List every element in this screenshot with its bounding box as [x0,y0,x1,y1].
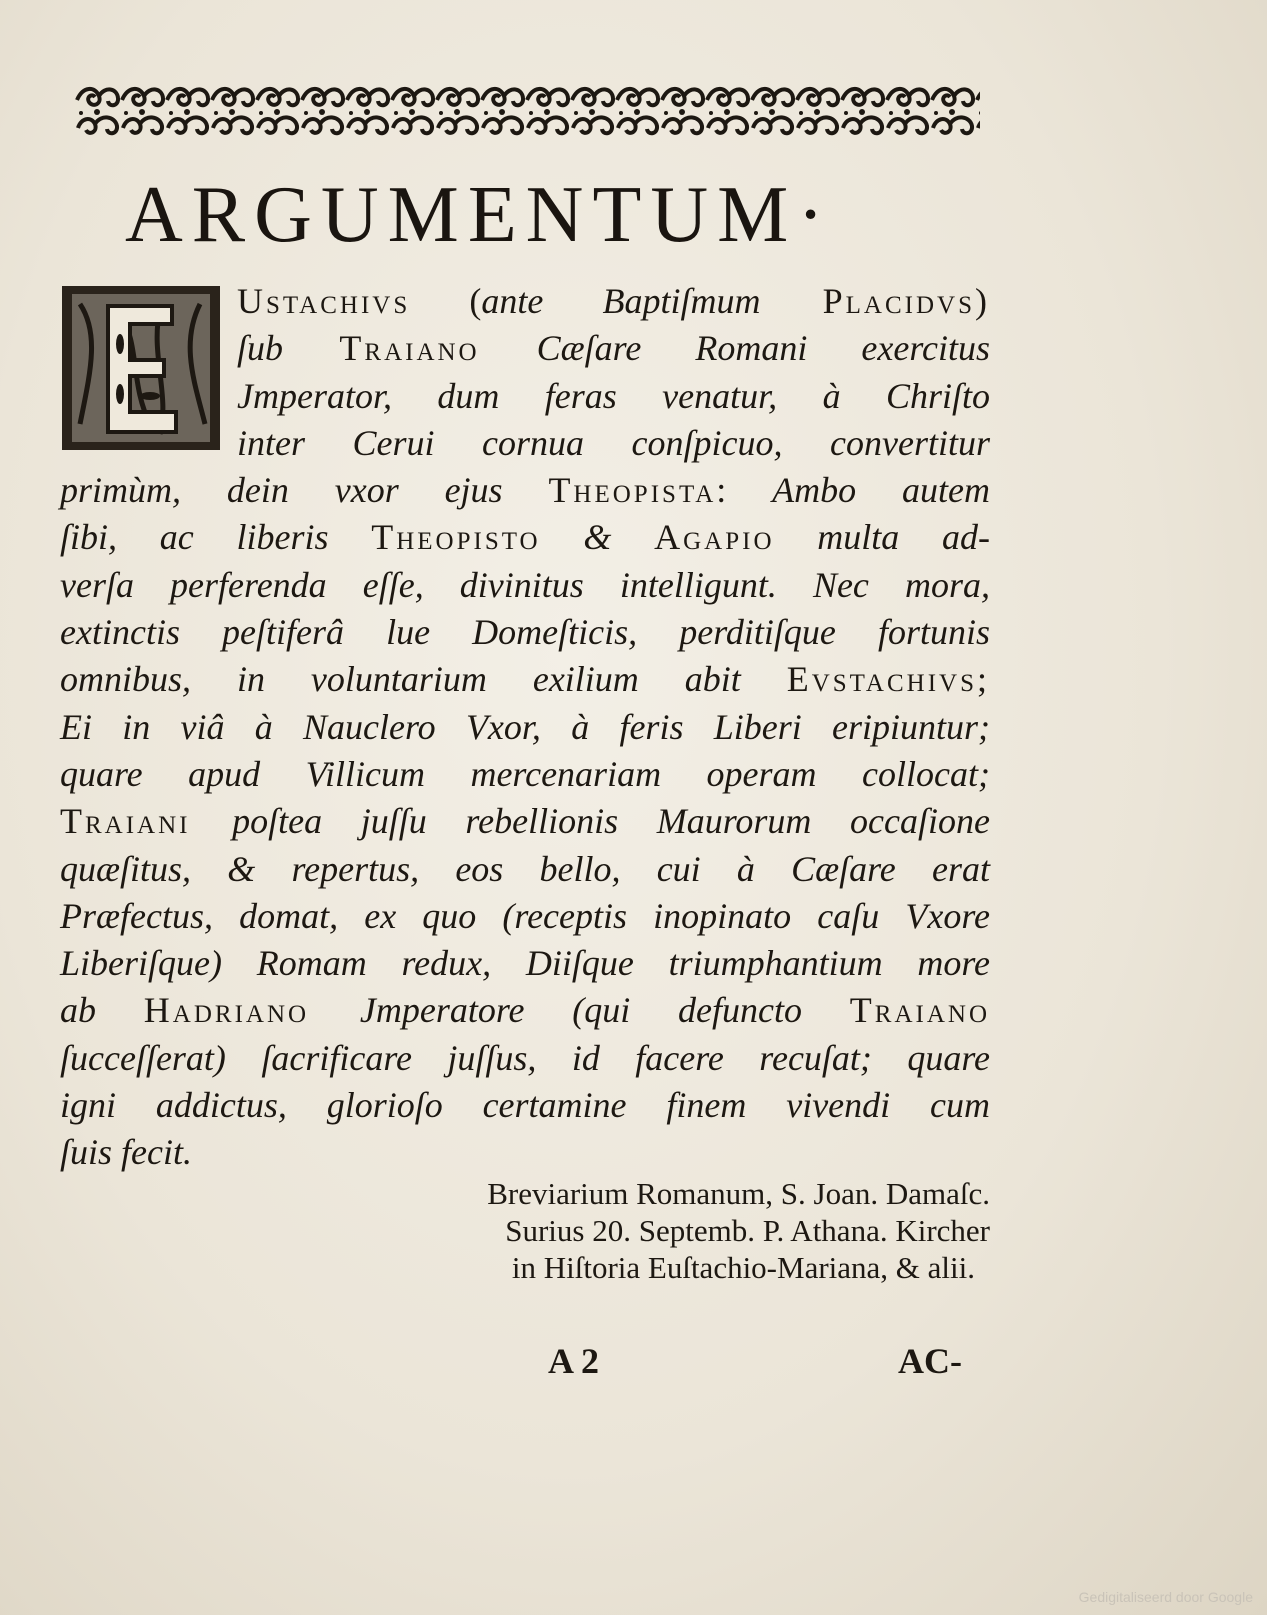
text-segment: Jmperator, dum feras venatur, à Chriſto [237,375,990,416]
text-segment: ante Baptiſmum [481,281,761,321]
text-segment: Traiano [283,328,537,369]
text-segment: Hadriano [143,990,360,1031]
text-segment: igni addictus, glorioſo certamine finem vivendi cum [60,1085,990,1126]
text-segment: primùm, dein vxor ejus [60,470,549,511]
catchword: AC- [898,1341,962,1381]
text-line [60,656,990,703]
citation-line: Surius 20. Septemb. P. Athana. Kircher [505,1213,990,1248]
text-line [60,562,990,609]
text-segment: Traiano [849,990,991,1031]
text-line [237,325,990,372]
citation-line: in Hiſtoria Euſtachio-Mariana, & alii. [511,1250,975,1285]
text-line [60,1129,990,1176]
text-line [60,1082,990,1129]
text-segment: quæſitus, & repertus, eos bello, cui à Cæſare erat [60,848,990,889]
text-segment: Placidvs) [760,281,990,321]
text-line [60,940,990,987]
text-line [237,278,990,325]
text-segment: poſtea juſſu rebellionis Maurorum occaſione [232,801,990,842]
text-line [237,420,990,467]
text-line [60,514,990,561]
decorative-ornament-band [75,82,980,144]
text-line [60,467,990,514]
text-segment: Ustachivs [237,281,411,321]
text-segment: extinctis peſtiferâ lue Domeſticis, perditiſque fortunis [60,612,990,653]
text-segment: ſuis fecit. [60,1132,192,1173]
text-segment: Præfectus, domat, ex quo (receptis inopinato caſu Vxore [60,895,990,936]
text-segment: Liberiſque) Romam redux, Diiſque triumphantium more [60,943,990,984]
text-segment: Traiani [60,801,233,842]
digitization-watermark: Gedigitaliseerd door Google [1078,1589,1253,1605]
text-line [60,798,990,845]
text-line [237,373,990,420]
text-segment: ſub [237,328,284,369]
text-line [60,751,990,798]
text-line [60,987,990,1034]
text-segment: ſibi, ac liberis [60,517,372,558]
text-line [60,1035,990,1082]
page-title: ARGUMENTUM· [125,171,833,259]
text-line [60,893,990,940]
text-segment: Evstachivs; [786,659,990,700]
text-segment: Cæſare Romani exercitus [536,328,990,369]
text-segment: ( [410,281,482,321]
text-line [60,704,990,751]
text-segment: Theopisto [371,517,541,558]
text-segment: multa ad- [774,517,990,558]
text-segment: Jmperatore (qui defuncto [359,990,850,1031]
text-segment: inter Cerui cornua conſpicuo, convertitur [237,422,990,463]
citation-line: Breviarium Romanum, S. Joan. Damaſc. [487,1176,990,1211]
text-segment: verſa perferenda eſſe, divinitus intelligunt. Nec mora, [60,564,990,605]
text-segment: omnibus, in voluntarium exilium abit [60,659,787,700]
text-segment: Ambo autem [772,470,990,511]
signature-mark: A 2 [548,1341,600,1381]
source-citation [487,1175,990,1286]
text-segment: Agapio [654,517,775,558]
text-segment: ſucceſſerat) ſacrificare juſſus, id facere recuſat; quare [60,1037,990,1078]
text-segment: quare apud Villicum mercenariam operam collocat; [60,753,990,794]
text-line [60,846,990,893]
argument-body-text [60,278,990,1177]
text-segment: & [540,517,655,558]
text-segment: Theopista [548,470,717,511]
text-line [60,609,990,656]
text-segment: Ei in viâ à Nauclero Vxor, à feris Liberi eripiuntur; [60,706,990,747]
text-segment: ab [60,990,144,1031]
text-segment: : [716,470,773,511]
